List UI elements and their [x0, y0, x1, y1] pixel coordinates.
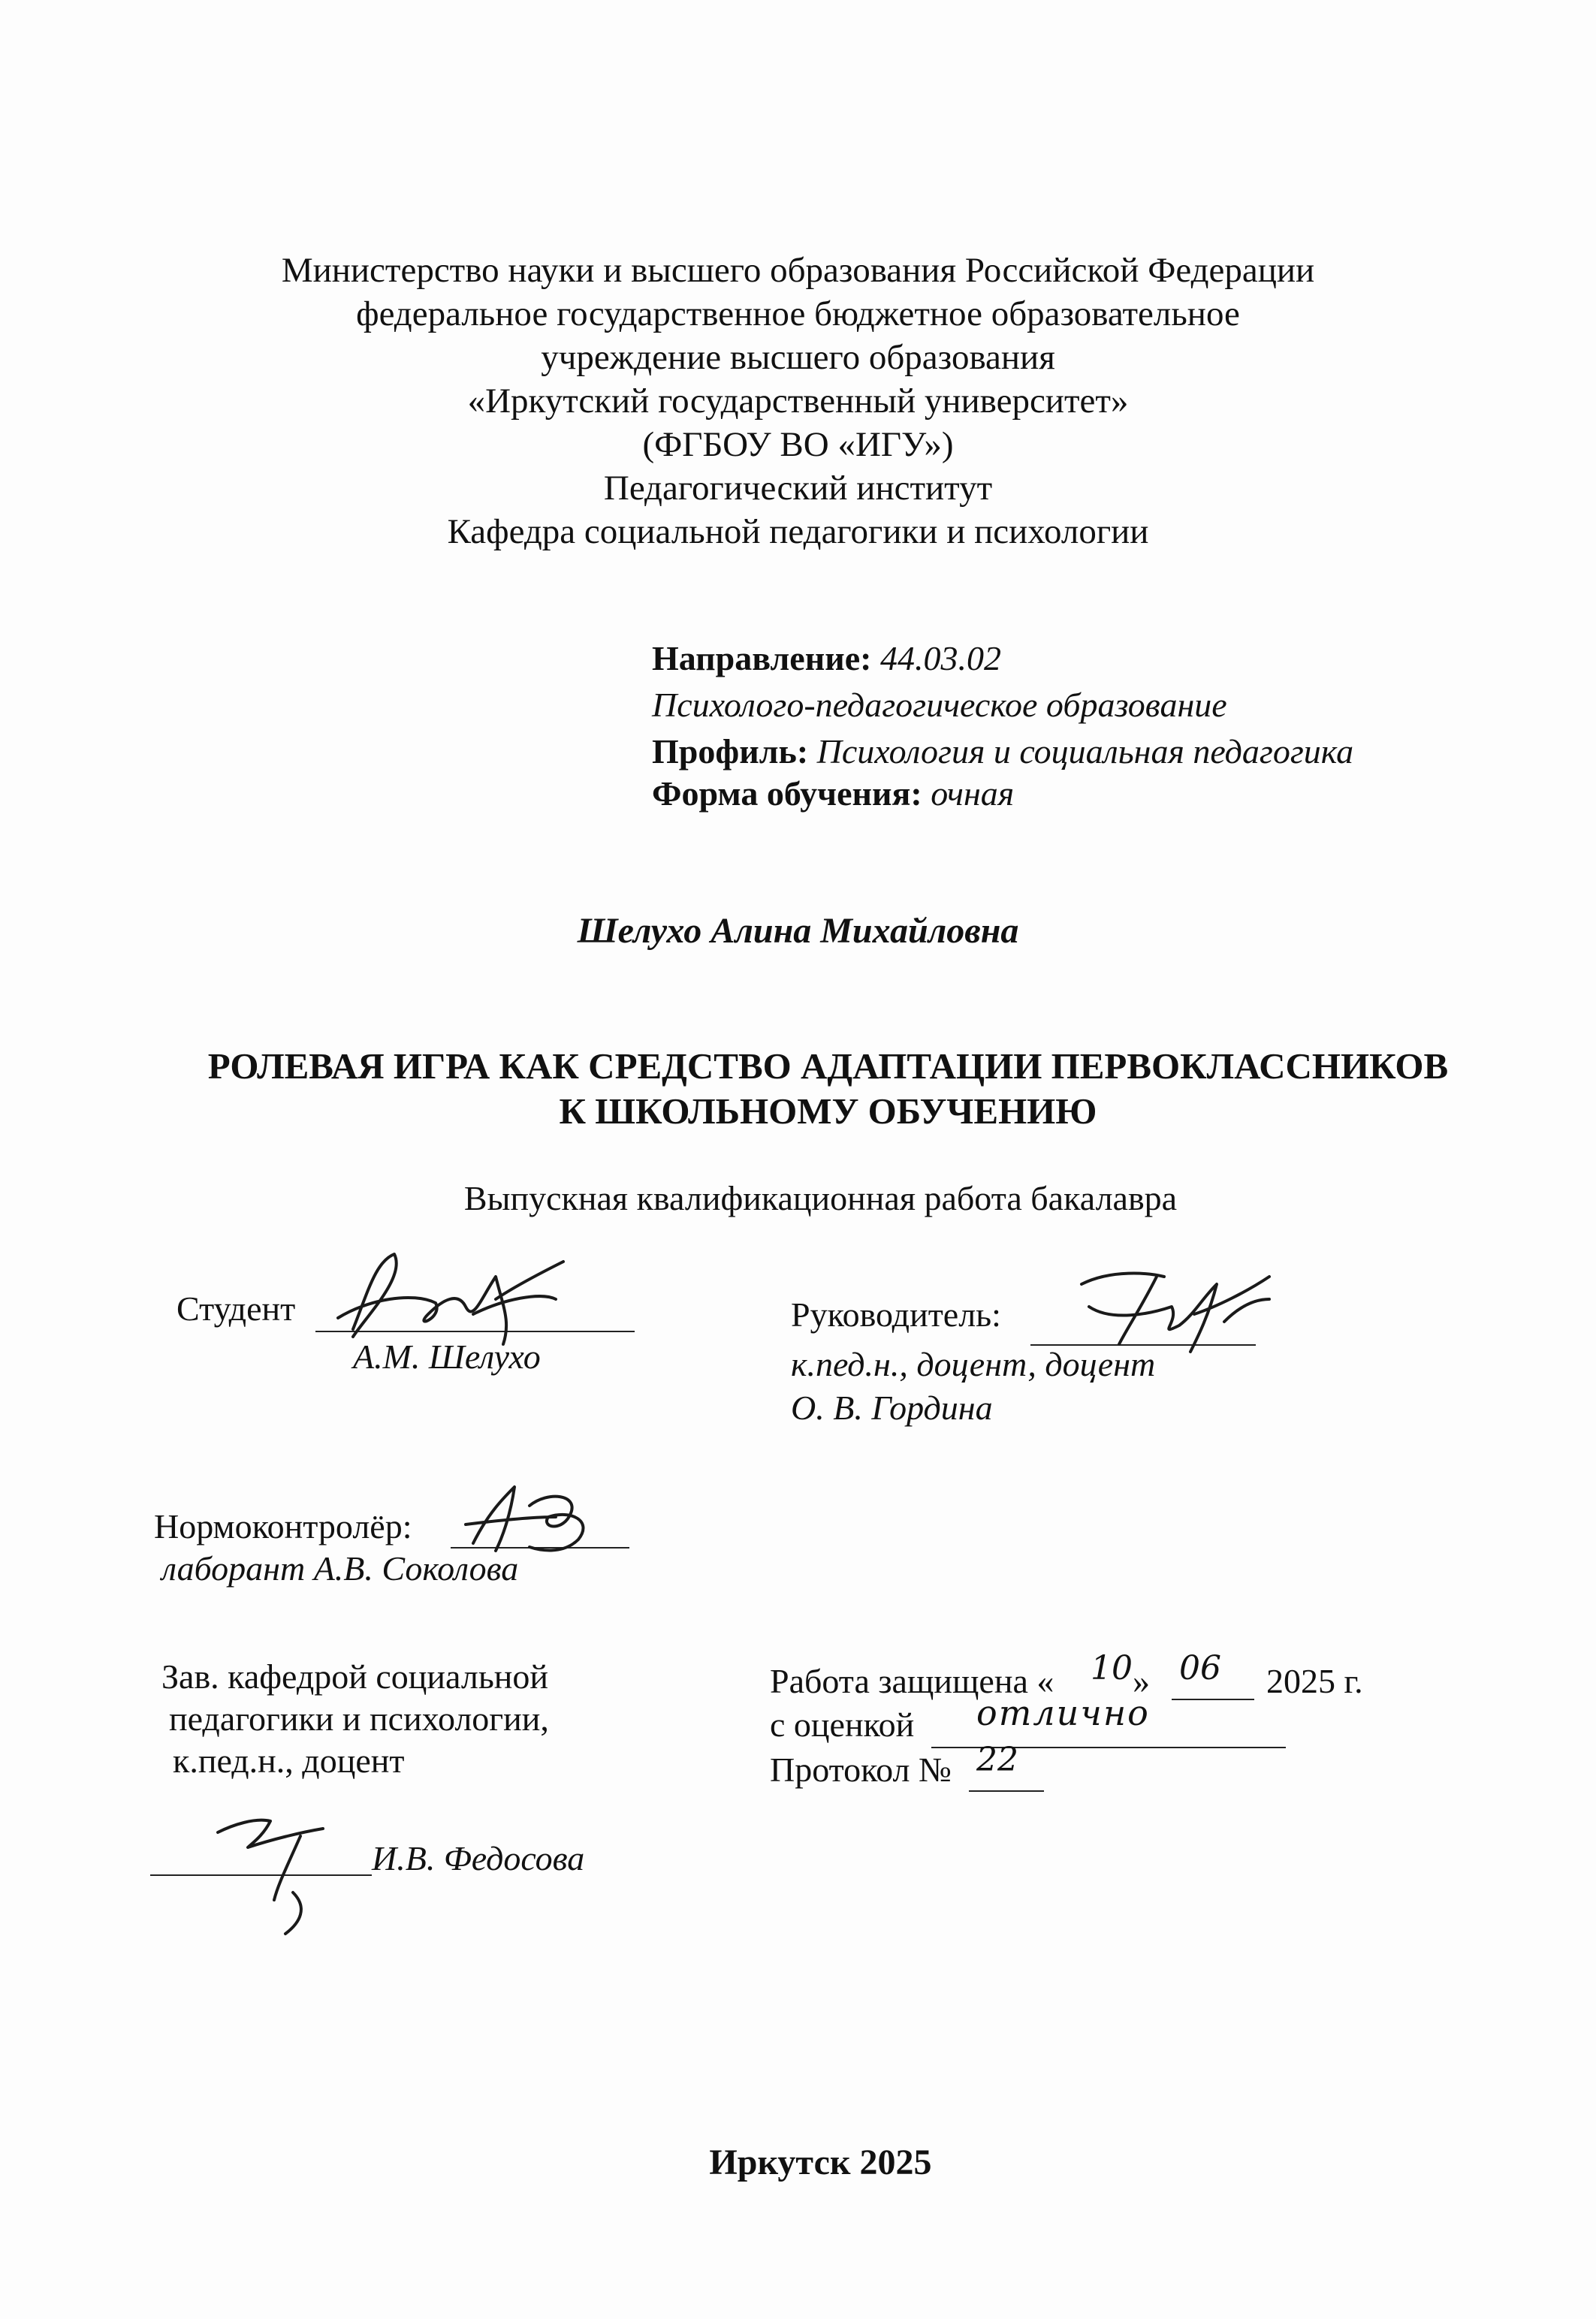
profile-label: Профиль: [652, 732, 809, 770]
direction-name: Психолого-педагогическое образование [652, 686, 1227, 724]
head-title-line-2: педагогики и психологии, [169, 1699, 549, 1738]
normcontrol-label: Нормоконтролёр: [154, 1507, 412, 1545]
study-form-value: очная [931, 774, 1015, 813]
thesis-title-line-1: РОЛЕВАЯ ИГРА КАК СРЕДСТВО АДАПТАЦИИ ПЕРВОКЛАССНИКОВ [207, 1045, 1449, 1087]
supervisor-label: Руководитель: [791, 1295, 1001, 1334]
head-name: И.В. Федосова [372, 1839, 585, 1877]
supervisor-degree: к.пед.н., доцент, доцент [791, 1345, 1156, 1383]
institution-type-line: федеральное государственное бюджетное образовательное [356, 294, 1240, 333]
student-name: А.М. Шелухо [353, 1337, 541, 1376]
ministry-line: Министерство науки и высшего образования Российской Федерации [281, 251, 1315, 290]
head-signature [210, 1802, 368, 1930]
grade-label: с оценкой [770, 1705, 915, 1744]
study-form-label: Форма обучения: [652, 774, 922, 813]
institution-type-line-2: учреждение высшего образования [541, 338, 1055, 377]
study-form-row [652, 774, 1014, 813]
normcontrol-name: лаборант А.В. Соколова [161, 1549, 519, 1588]
thesis-title-line-2: К ШКОЛЬНОМУ ОБУЧЕНИЮ [559, 1090, 1097, 1132]
direction-code: 44.03.02 [879, 639, 1001, 677]
protocol-label: Протокол № [770, 1751, 952, 1789]
author-name: Шелухо Алина Михайловна [577, 911, 1019, 951]
direction-row [652, 638, 1001, 678]
student-label: Студент [176, 1289, 296, 1328]
profile-row [652, 731, 1353, 771]
institute-name: Педагогический институт [603, 469, 993, 508]
grade-handwritten: отлично [976, 1693, 1150, 1733]
defense-month: 06 [1179, 1649, 1221, 1687]
defense-prefix: Работа защищена « [770, 1662, 1054, 1700]
defense-year: 2025 г. [1266, 1662, 1363, 1700]
head-title-line-1: Зав. кафедрой социальной [161, 1657, 549, 1696]
work-type: Выпускная квалификационная работа бакалавра [463, 1179, 1178, 1217]
city-year: Иркутск 2025 [709, 2143, 932, 2182]
department-name: Кафедра социальной педагогики и психологии [447, 512, 1149, 551]
university-abbreviation: (ФГБОУ ВО «ИГУ») [642, 425, 954, 464]
direction-label: Направление: [652, 639, 872, 677]
protocol-line [969, 1790, 1044, 1792]
supervisor-name: О. В. Гордина [791, 1389, 993, 1427]
profile-value: Психология и социальная педагогика [816, 732, 1354, 770]
head-degree: к.пед.н., доцент [173, 1742, 405, 1780]
defense-day: 10 [1091, 1649, 1133, 1687]
defense-middle: » [1133, 1662, 1150, 1700]
protocol-number: 22 [976, 1741, 1018, 1779]
defense-month-line [1172, 1699, 1254, 1700]
university-name: «Иркутский государственный университет» [467, 381, 1129, 421]
